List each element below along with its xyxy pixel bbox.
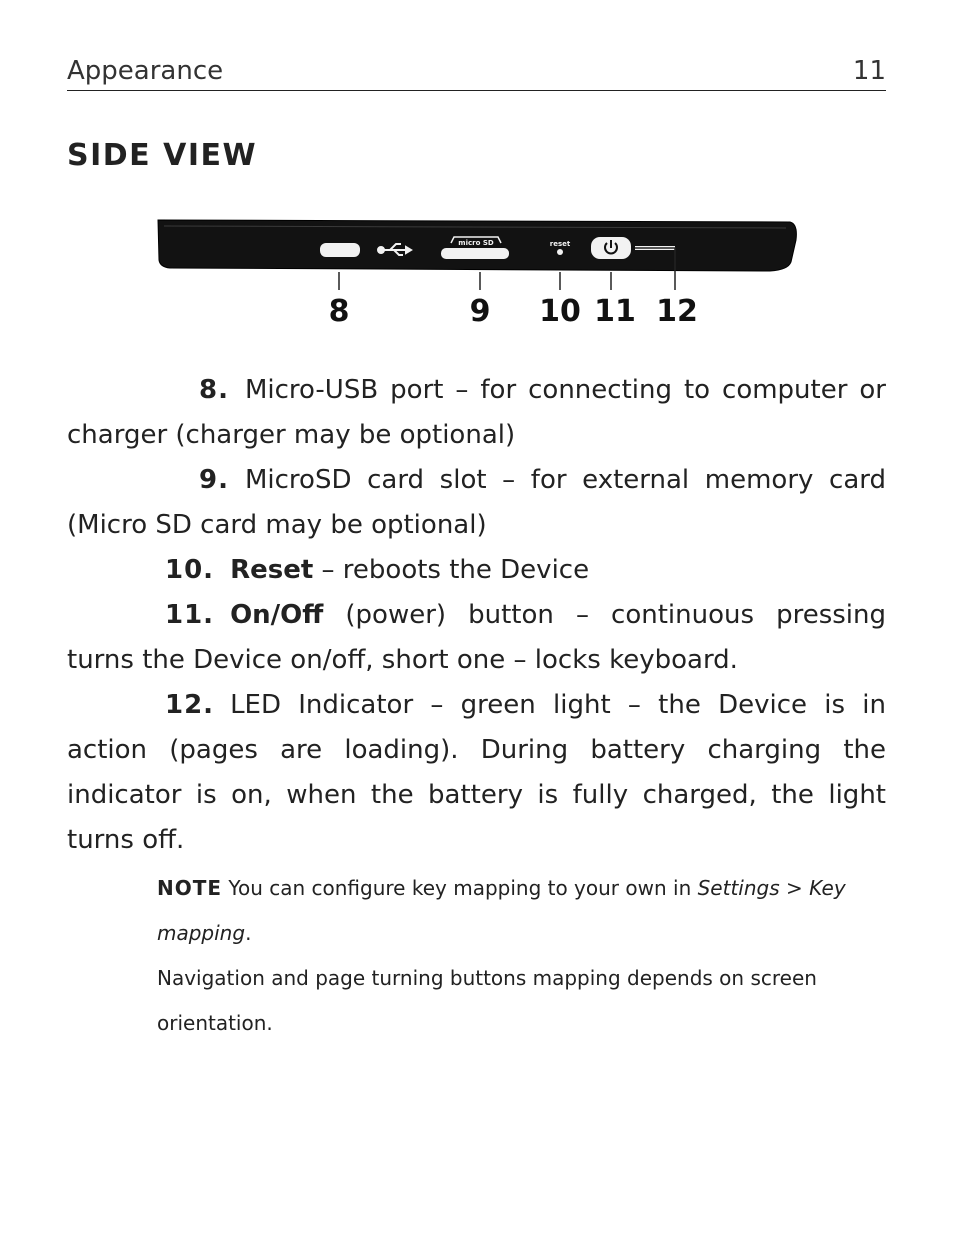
microsd-slot bbox=[441, 248, 509, 259]
microsd-label: micro SD bbox=[458, 239, 494, 247]
component-list bbox=[67, 368, 886, 863]
usb-port bbox=[320, 243, 360, 257]
list-item: 8. Micro-USB port – for connecting to computer or charger (charger may be optional) bbox=[67, 375, 886, 450]
reset-label: reset bbox=[549, 240, 571, 248]
callout-8: 8 bbox=[328, 294, 350, 329]
page-header bbox=[67, 56, 886, 91]
callout-10: 10 bbox=[539, 294, 581, 329]
note-box bbox=[157, 866, 886, 1046]
page-number: 11 bbox=[852, 56, 886, 86]
callout-12: 12 bbox=[656, 294, 698, 329]
list-item: 11. On/Off (power) button – continuous pressing turns the Device on/off, short one – locks keyboard. bbox=[67, 600, 886, 675]
page-title: SIDE VIEW bbox=[67, 138, 258, 173]
callout-9: 9 bbox=[469, 294, 491, 329]
list-item: 9. MicroSD card slot – for external memory card (Micro SD card may be optional) bbox=[67, 465, 886, 540]
callout-11: 11 bbox=[594, 294, 636, 329]
side-view-illustration bbox=[150, 210, 800, 340]
section-title: Appearance bbox=[67, 56, 224, 86]
list-item: 10. Reset – reboots the Device bbox=[165, 555, 590, 585]
reset-hole bbox=[557, 249, 563, 255]
note-line-1: NOTE You can configure key mapping to your own in Settings > Key mapping. bbox=[157, 876, 846, 945]
note-line-2: Navigation and page turning buttons mapping depends on screen orientation. bbox=[157, 966, 817, 1035]
list-item: 12. LED Indicator – green light – the Device is in action (pages are loading). During battery charging the indicator is on, when the battery is fully charged, the light turns off. bbox=[67, 690, 886, 855]
